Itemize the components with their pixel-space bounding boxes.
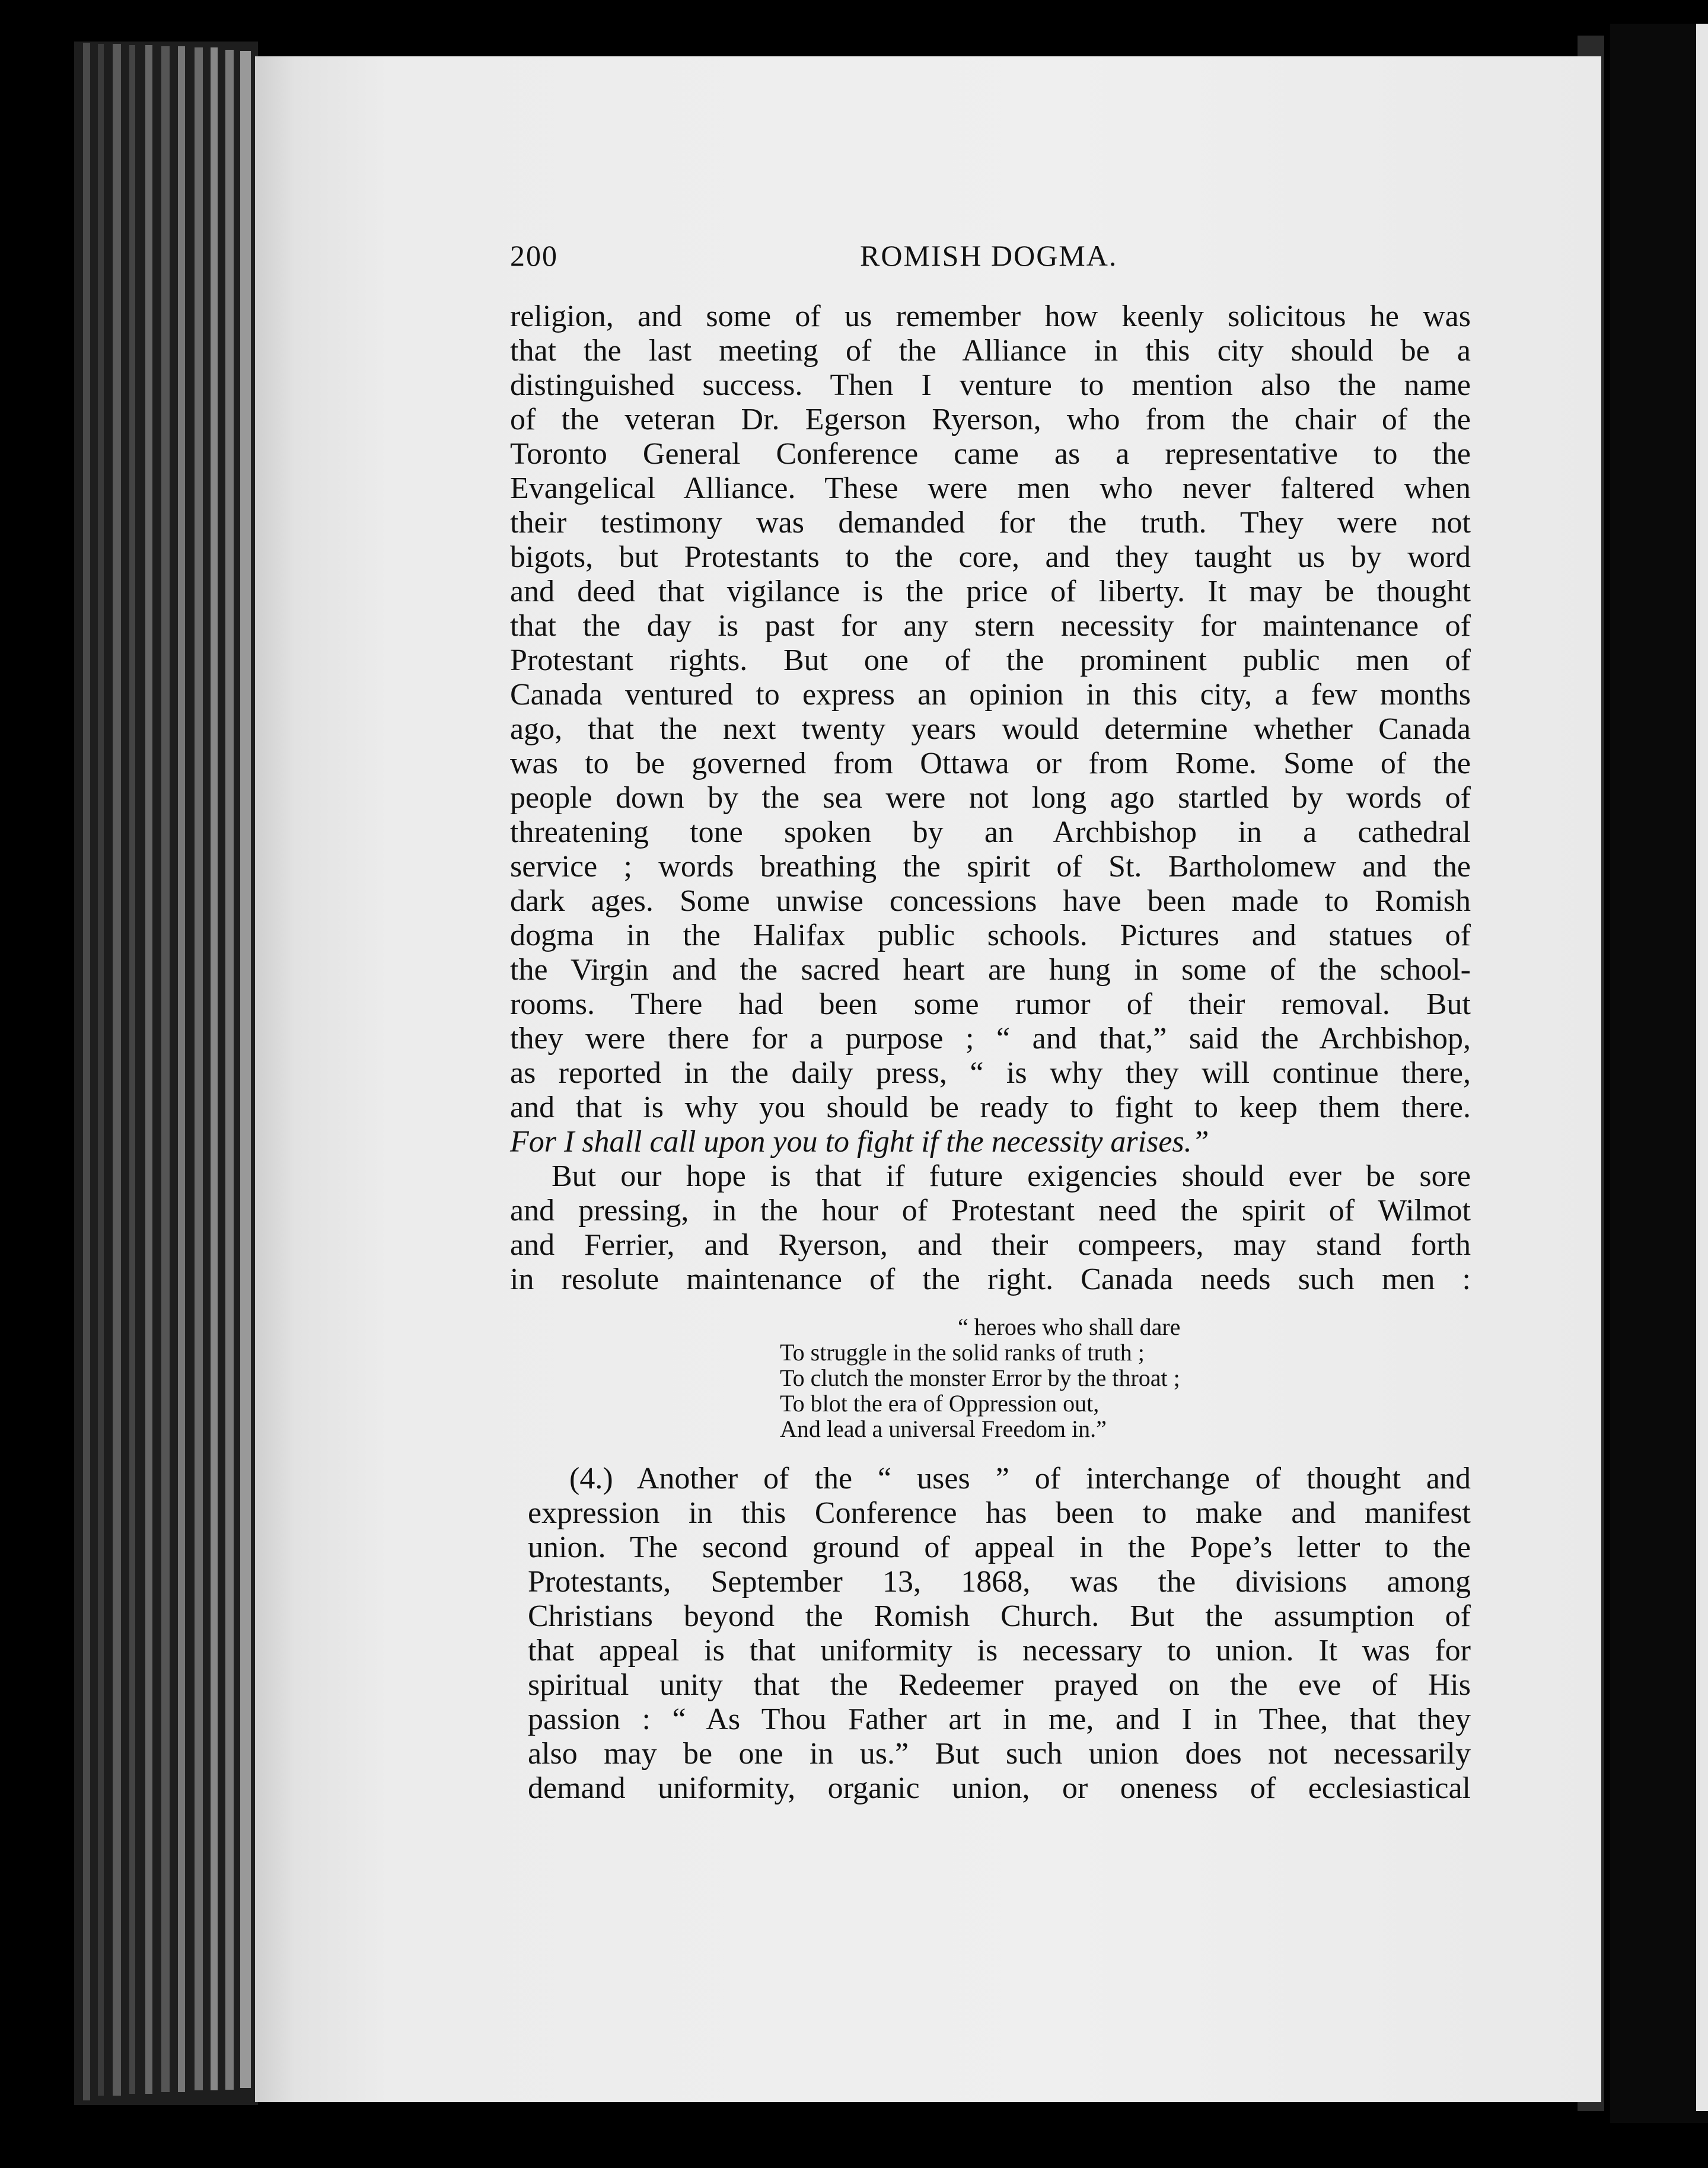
paragraph-start-line: But our hope is that if future exigencies should ever be sore bbox=[552, 1159, 1471, 1193]
text-line: union. The second ground of appeal in the Pope’s letter to the bbox=[528, 1531, 1471, 1564]
text-line: that the day is past for any stern necessity for maintenance of bbox=[510, 609, 1471, 643]
running-title: ROMISH DOGMA. bbox=[860, 239, 1118, 272]
verse-line: “ heroes who shall dare bbox=[958, 1313, 1181, 1340]
verse-quotation bbox=[780, 1314, 1180, 1442]
verse-line: And lead a universal Freedom in.” bbox=[780, 1415, 1107, 1442]
text-line: Protestant rights. But one of the prominent public men of bbox=[510, 643, 1471, 677]
next-page-edge bbox=[1696, 24, 1708, 2111]
text-line: that appeal is that uniformity is necessary to union. It was for bbox=[528, 1634, 1471, 1668]
text-line: was to be governed from Ottawa or from Rome. Some of the bbox=[510, 747, 1471, 780]
text-line: also may be one in us.” But such union does not necessarily bbox=[528, 1737, 1471, 1771]
book-edge-left bbox=[74, 42, 258, 2105]
text-line: in resolute maintenance of the right. Canada needs such men : bbox=[510, 1262, 1471, 1296]
text-line: Toronto General Conference came as a representative to the bbox=[510, 437, 1471, 471]
paragraph-start-line: (4.) Another of the “ uses ” of interchange of thought and bbox=[569, 1462, 1471, 1496]
text-line: and deed that vigilance is the price of liberty. It may be thought bbox=[510, 575, 1471, 608]
text-line: religion, and some of us remember how keenly solicitous he was bbox=[510, 299, 1471, 333]
text-line: and pressing, in the hour of Protestant need the spirit of Wilmot bbox=[510, 1194, 1471, 1228]
text-line: their testimony was demanded for the truth. They were not bbox=[510, 506, 1471, 540]
text-line: distinguished success. Then I venture to mention also the name bbox=[510, 368, 1471, 402]
text-line: demand uniformity, organic union, or oneness of ecclesiastical bbox=[528, 1771, 1471, 1805]
text-line: bigots, but Protestants to the core, and they taught us by word bbox=[510, 540, 1471, 574]
text-line: threatening tone spoken by an Archbishop in a cathedral bbox=[510, 815, 1471, 849]
text-line: and that is why you should be ready to fight to keep them there. bbox=[510, 1091, 1471, 1124]
text-line: of the veteran Dr. Egerson Ryerson, who from the chair of the bbox=[510, 403, 1471, 436]
text-line: people down by the sea were not long ago startled by words of bbox=[510, 781, 1471, 815]
text-line: they were there for a purpose ; “ and that,” said the Archbishop, bbox=[510, 1022, 1471, 1056]
verse-line: To blot the era of Oppression out, bbox=[780, 1390, 1100, 1417]
text-line: that the last meeting of the Alliance in this city should be a bbox=[510, 334, 1471, 368]
verse-line: To struggle in the solid ranks of truth ; bbox=[780, 1339, 1145, 1366]
text-line: Evangelical Alliance. These were men who never faltered when bbox=[510, 471, 1471, 505]
text-line: rooms. There had been some rumor of their removal. But bbox=[510, 987, 1471, 1021]
text-line: dogma in the Halifax public schools. Pictures and statues of bbox=[510, 919, 1471, 952]
italic-quote-line: For I shall call upon you to fight if the necessity arises.” bbox=[510, 1125, 1209, 1159]
text-line: expression in this Conference has been to make and manifest bbox=[528, 1496, 1471, 1530]
text-line: passion : “ As Thou Father art in me, and I in Thee, that they bbox=[528, 1702, 1471, 1736]
running-header bbox=[510, 238, 1471, 286]
page-number: 200 bbox=[510, 239, 558, 272]
text-line: the Virgin and the sacred heart are hung in some of the school- bbox=[510, 953, 1471, 987]
text-line: service ; words breathing the spirit of St. Bartholomew and the bbox=[510, 850, 1471, 884]
text-line: Christians beyond the Romish Church. But the assumption of bbox=[528, 1599, 1471, 1633]
text-line: as reported in the daily press, “ is why they will continue there, bbox=[510, 1056, 1471, 1090]
text-line: Canada ventured to express an opinion in this city, a few months bbox=[510, 678, 1471, 712]
text-line: dark ages. Some unwise concessions have been made to Romish bbox=[510, 884, 1471, 918]
verse-line: To clutch the monster Error by the throat ; bbox=[780, 1364, 1180, 1391]
text-line: Protestants, September 13, 1868, was the divisions among bbox=[528, 1565, 1471, 1599]
text-line: ago, that the next twenty years would determine whether Canada bbox=[510, 712, 1471, 746]
text-line: and Ferrier, and Ryerson, and their compeers, may stand forth bbox=[510, 1228, 1471, 1262]
text-line: spiritual unity that the Redeemer prayed on the eve of His bbox=[528, 1668, 1471, 1702]
